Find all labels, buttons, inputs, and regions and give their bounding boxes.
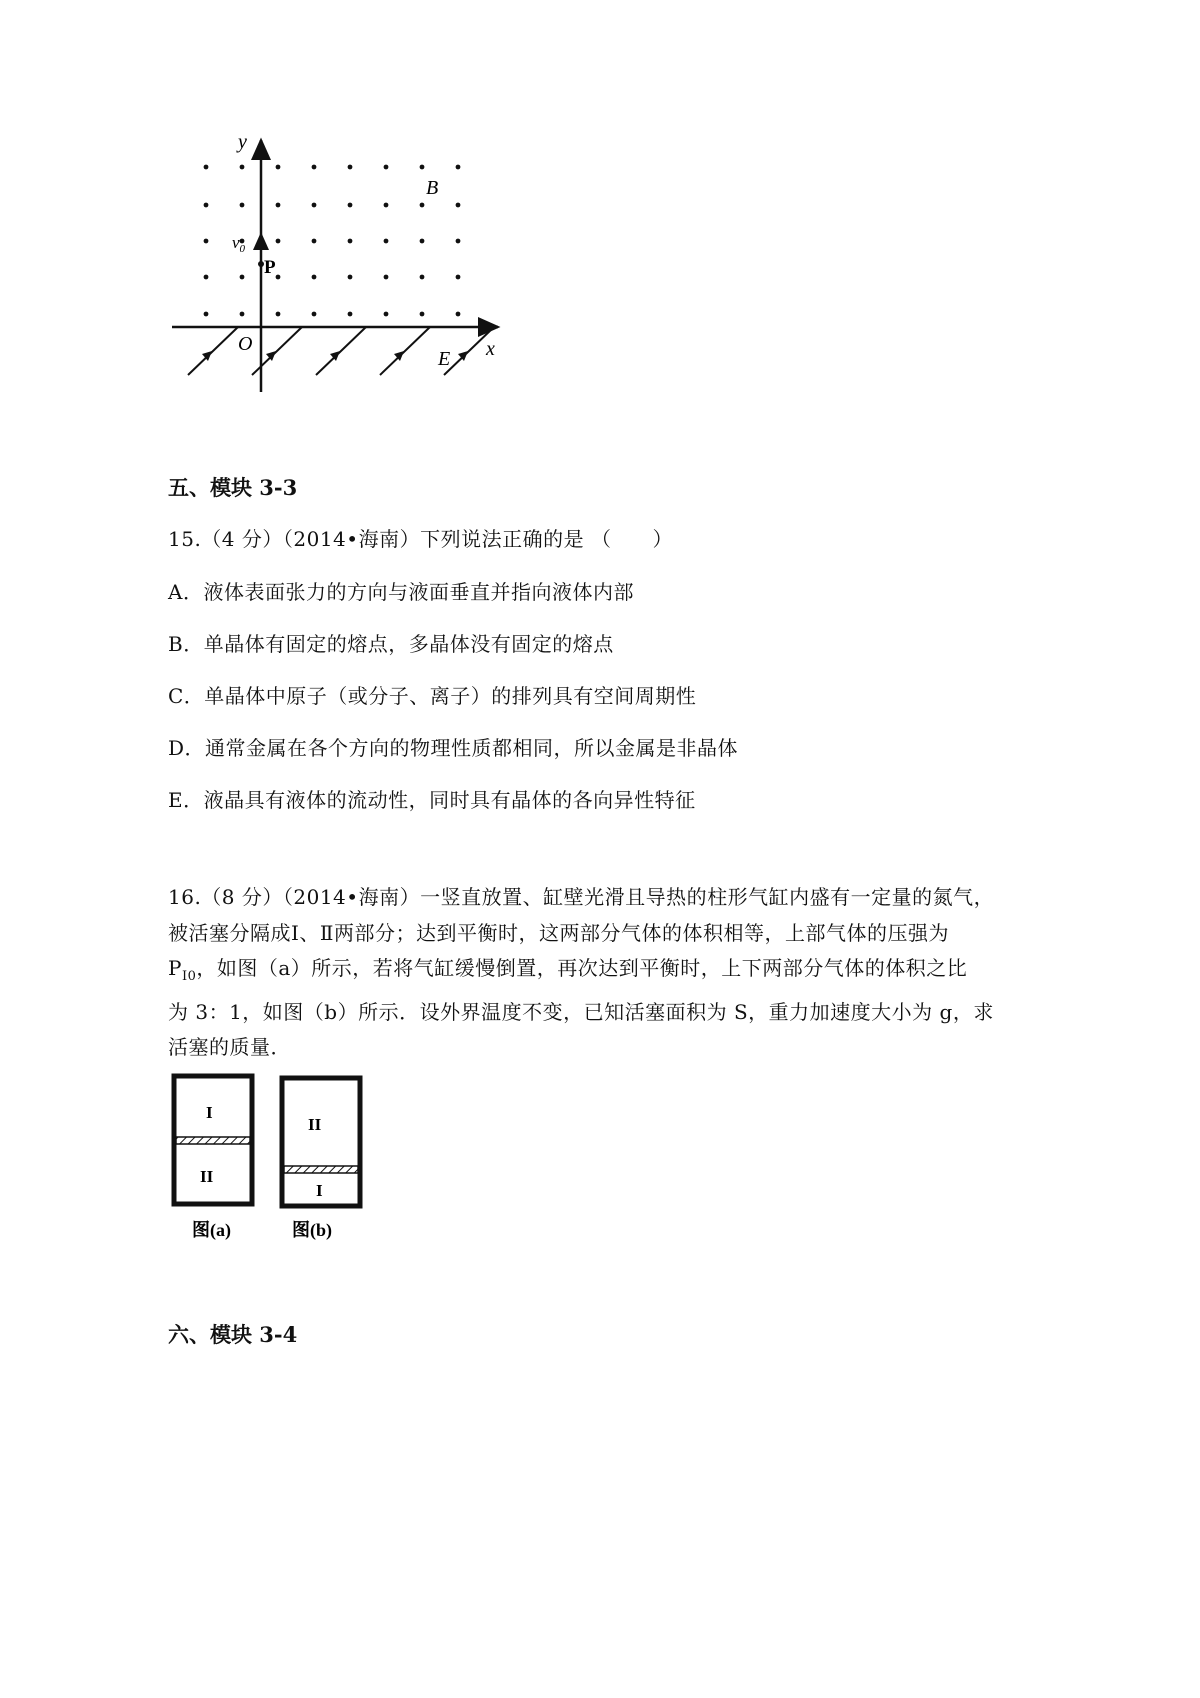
piston-b	[284, 1166, 358, 1173]
field-line	[380, 327, 430, 375]
field-dot	[240, 203, 245, 208]
field-dot	[384, 312, 389, 317]
cylinder-a-caption: 图(a)	[192, 1220, 231, 1240]
field-line	[252, 327, 302, 375]
origin-label: O	[238, 333, 253, 355]
field-dot	[384, 165, 389, 170]
v0-label: $v_0$	[232, 233, 246, 255]
field-e-label: E	[438, 348, 451, 370]
field-dot	[420, 275, 425, 280]
section-6-title: 六、模块 3-4	[168, 1322, 298, 1347]
field-dot	[276, 275, 281, 280]
cylinder-a-top-label: I	[206, 1103, 213, 1122]
field-dot	[420, 239, 425, 244]
field-dot	[456, 165, 461, 170]
cylinder-b-caption: 图(b)	[292, 1220, 332, 1240]
cylinder-b-bottom-label: I	[316, 1181, 323, 1200]
field-dot	[420, 312, 425, 317]
field-dot	[204, 275, 209, 280]
question-15-option-c: C．单晶体中原子（或分子、离子）的排列具有空间周期性	[168, 684, 697, 708]
question-16-line-5: 活塞的质量．	[168, 1035, 291, 1059]
cylinder-a-bottom-label: II	[200, 1167, 214, 1186]
field-dot	[312, 239, 317, 244]
field-dot	[204, 165, 209, 170]
field-dot	[240, 275, 245, 280]
field-line	[188, 327, 238, 375]
field-dot	[384, 275, 389, 280]
field-dot	[276, 239, 281, 244]
field-dot	[420, 203, 425, 208]
field-dot	[348, 239, 353, 244]
section-5-title: 五、模块 3-3	[168, 475, 298, 500]
field-dot	[204, 203, 209, 208]
field-dot	[240, 165, 245, 170]
question-15-stem: 15.（4 分）（2014•海南）下列说法正确的是 （ ）	[168, 527, 673, 551]
field-dot	[204, 239, 209, 244]
field-dot	[456, 203, 461, 208]
field-dot	[312, 312, 317, 317]
field-dot	[384, 203, 389, 208]
field-diagram	[160, 130, 560, 430]
question-16-line-3: $P_{Ⅰ0}$，如图（a）所示，若将气缸缓慢倒置，再次达到平衡时，上下两部分气体的体积之比	[168, 956, 968, 984]
question-16-line-2: 被活塞分隔成Ⅰ、Ⅱ两部分；达到平衡时，这两部分气体的体积相等，上部气体的压强为	[168, 920, 949, 945]
point-p-label: P	[264, 257, 276, 278]
field-dot	[348, 312, 353, 317]
field-dot	[348, 165, 353, 170]
field-dot	[420, 165, 425, 170]
field-dot	[312, 203, 317, 208]
question-16-line-1: 16.（8 分）（2014•海南）一竖直放置、缸壁光滑且导热的柱形气缸内盛有一定量的氮气，	[168, 885, 995, 909]
field-dot	[456, 312, 461, 317]
field-dot	[276, 165, 281, 170]
question-15-option-d: D．通常金属在各个方向的物理性质都相同，所以金属是非晶体	[168, 736, 739, 760]
field-dots	[204, 165, 461, 317]
question-15-option-b: B．单晶体有固定的熔点，多晶体没有固定的熔点	[168, 632, 614, 656]
field-dot	[312, 165, 317, 170]
cylinder-b-top-label: II	[308, 1115, 322, 1134]
y-axis-label: y	[238, 131, 247, 153]
field-dot	[384, 239, 389, 244]
field-dot	[348, 275, 353, 280]
field-dot	[312, 275, 317, 280]
x-axis-label: x	[486, 338, 495, 360]
question-15-option-a: A．液体表面张力的方向与液面垂直并指向液体内部	[168, 580, 634, 604]
field-dot	[456, 275, 461, 280]
field-line	[316, 327, 366, 375]
field-dot	[204, 312, 209, 317]
cylinder-diagram	[168, 1070, 378, 1250]
field-dot	[456, 239, 461, 244]
question-16-text	[168, 880, 1028, 1066]
field-dot	[240, 312, 245, 317]
field-dot	[276, 312, 281, 317]
field-dot	[276, 203, 281, 208]
question-15-option-e: E．液晶具有液体的流动性，同时具有晶体的各向异性特征	[168, 788, 696, 812]
question-16-line-4: 为 3：1，如图（b）所示．设外界温度不变，已知活塞面积为 S，重力加速度大小为 g，求	[168, 999, 994, 1024]
field-dot	[348, 203, 353, 208]
field-b-label: B	[426, 177, 439, 199]
piston-a	[176, 1137, 250, 1144]
